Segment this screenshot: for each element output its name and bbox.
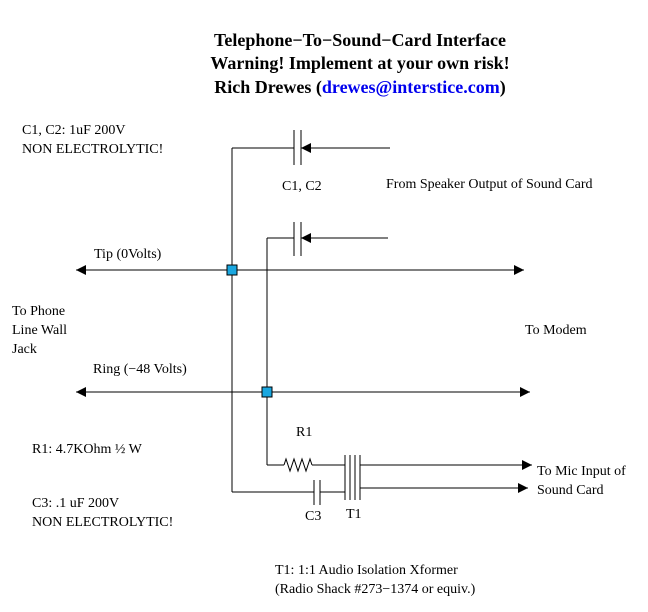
author-email-link[interactable]: drewes@interstice.com — [321, 77, 500, 97]
phone-line-label-1: To Phone — [12, 304, 66, 319]
author-close: ) — [499, 77, 506, 97]
mic-input-label-1: To Mic Input of — [537, 464, 626, 479]
c3-label: C3 — [305, 509, 322, 524]
t1-spec-note: T1: 1:1 Audio Isolation Xformer — [275, 563, 458, 578]
r1-label: R1 — [296, 425, 313, 440]
r1-spec-note: R1: 4.7KOhm ½ W — [32, 442, 142, 457]
c1c2-spec-note: C1, C2: 1uF 200V — [22, 123, 126, 138]
author-line — [0, 76, 648, 98]
r1-resistor — [284, 459, 312, 471]
author-name: Rich Drewes ( — [214, 77, 322, 97]
phone-line-label-3: Jack — [12, 342, 37, 357]
ring-label: Ring (−48 Volts) — [93, 362, 187, 377]
t1-label: T1 — [346, 507, 362, 522]
speaker-output-label: From Speaker Output of Sound Card — [386, 177, 593, 192]
tip-junction-dot — [227, 265, 237, 275]
warning-line: Warning! Implement at your own risk! — [210, 53, 510, 73]
modem-label: To Modem — [525, 323, 587, 338]
t1-part-note: (Radio Shack #273−1374 or equiv.) — [275, 582, 476, 597]
c3-spec-note: C3: .1 uF 200V — [32, 496, 120, 511]
c1c2-warning-note: NON ELECTROLYTIC! — [22, 142, 164, 157]
mic-input-label-2: Sound Card — [537, 483, 604, 498]
ring-junction-dot — [262, 387, 272, 397]
c3-warning-note: NON ELECTROLYTIC! — [32, 515, 174, 530]
tip-label: Tip (0Volts) — [94, 247, 162, 262]
diagram-title: Telephone−To−Sound−Card Interface — [214, 30, 506, 50]
phone-line-label-2: Line Wall — [12, 323, 67, 338]
c1c2-label: C1, C2 — [282, 179, 322, 194]
